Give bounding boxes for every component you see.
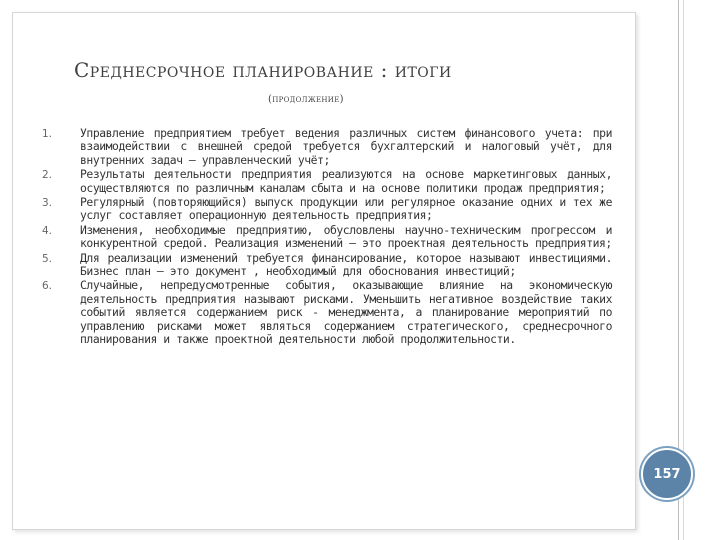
list-item — [42, 127, 612, 167]
list-item — [42, 196, 612, 223]
list-item-text: Результаты деятельности предприятия реализуются на основе маркетинговых данных, осуществляются по различным каналам сбыта и на основе политики продаж предприятия; — [80, 167, 612, 195]
list-item — [42, 279, 612, 346]
list-item — [42, 252, 612, 279]
list-item-number: 3. — [42, 197, 53, 210]
list-item-text: Управление предприятием требует ведения различных систем финансового учета: при взаимодействии с внешней средой требуется бухгалтерский и налоговый учёт, для внутренних задач – управленческий учёт; — [80, 126, 612, 167]
list-item-text: Случайные, непредусмотренные события, оказывающие влияние на экономическую деятельность предприятия называют рисками. Уменьшить негативное воздействие таких событий является содержанием риск - менеджмента, а планирование мероприятий по управлению рисками может являться содержанием стратегического, среднесрочного планирования и также проектной деятельности любой продолжительности. — [80, 278, 612, 347]
list-item-text: Изменения, необходимые предприятию, обусловлены научно-техническим прогрессом и конкурентной средой. Реализация изменений – это проектная деятельность предприятия; — [80, 222, 612, 251]
list-item — [42, 224, 612, 251]
list-item-number: 6. — [42, 280, 53, 293]
summary-list — [42, 127, 612, 348]
list-item-text: Для реализации изменений требуется финансирование, которое называют инвестициями. Бизнес план – это документ , необходимый для обоснования инвестиций; — [80, 250, 612, 279]
list-item-text: Регулярный (повторяющийся) выпуск продукции или регулярное оказание одних и тех же услуг составляет операционную деятельность предприятия; — [80, 195, 612, 223]
slide-title: Среднесрочное планирование : итоги — [74, 58, 452, 82]
list-item-number: 1. — [42, 128, 53, 140]
list-item-number: 5. — [42, 252, 53, 265]
list-item — [42, 168, 612, 195]
page-number-badge: 157 — [641, 448, 693, 500]
slide-subtitle: (продолжение) — [268, 94, 344, 105]
list-item-number: 4. — [42, 224, 53, 237]
list-item-number: 2. — [42, 169, 53, 182]
